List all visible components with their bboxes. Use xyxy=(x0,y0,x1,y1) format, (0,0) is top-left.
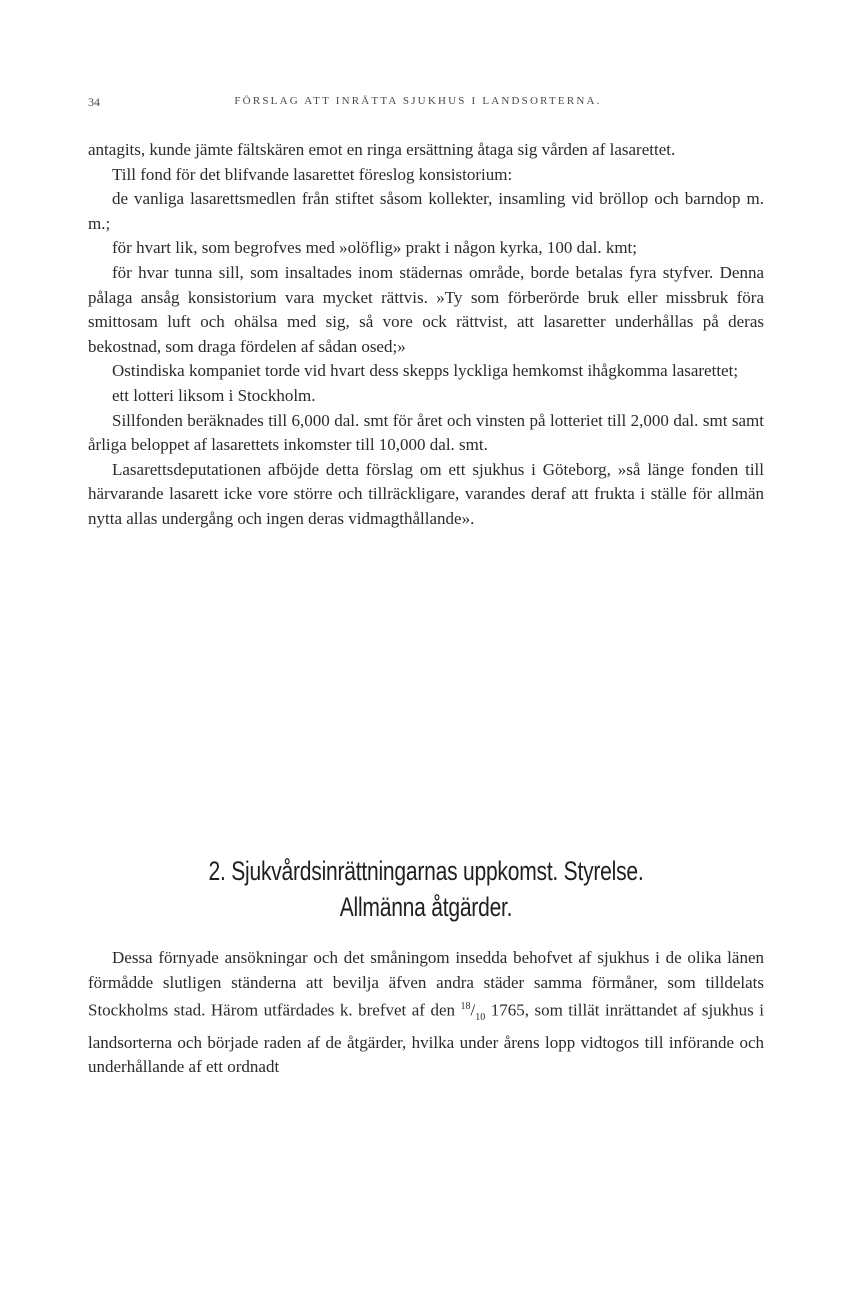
fraction-denominator: 10 xyxy=(475,1012,486,1024)
section-body xyxy=(88,946,764,1080)
running-head xyxy=(88,95,748,107)
paragraph: antagits, kunde jämte fältskären emot en ringa ersättning åtaga sig vården af lasarettet. xyxy=(88,140,676,159)
paragraph: Sillfonden beräknades till 6,000 dal. smt för året och vinsten på lotteriet till 2,000 dal. smt samt årliga beloppet af lasarettets inkomster till 10,000 dal. smt. xyxy=(88,410,764,455)
paragraph: ett lotteri liksom i Stockholm. xyxy=(112,385,316,405)
page-number: 34 xyxy=(88,95,100,109)
paragraph: Lasarettsdeputationen afböjde detta förslag om ett sjukhus i Göteborg, »så länge fonden till härvarande lasarett icke vore större och tillräckligare, varandes deraf att frukta i ställe för allmän nytta allas undergång och ingen deras vidmagthållande». xyxy=(88,459,764,528)
paragraph: Till fond för det blifvande lasarettet föreslog konsistorium: xyxy=(112,164,513,184)
section-heading xyxy=(162,853,689,925)
section-heading-line2: Allmänna åtgärder. xyxy=(339,892,513,922)
text-run: 1765, som tillät inrättandet af sjukhus i landsorterna och började raden af de åtgärder, hvilka under årens lopp vidtogos till införande och underhållande af ett ordnadt xyxy=(88,1000,765,1077)
body-text xyxy=(88,138,764,532)
section-heading-line1: 2. Sjukvårdsinrättningarnas uppkomst. Styrelse. xyxy=(208,856,644,886)
text-run: Dessa förnyade ansökningar och det småningom insedda behofvet af sjukhus i de olika länen förmådde slutligen ständerna att bevilja äfven andra städer samma förmåner, som tilldelats Stockholms stad. Härom utfärdades k. brefvet af den xyxy=(88,948,764,1020)
paragraph: för hvart lik, som begrofves med »olöflig» prakt i någon kyrka, 100 dal. kmt; xyxy=(112,238,638,258)
paragraph: för hvar tunna sill, som insaltades inom städernas område, borde betalas fyra styfver. Denna pålaga ansåg konsistorium vara mycket rättvis. »Ty som förberörde bruk eller missbruk föra smittosam luft och ohälsa med sig, så vore ock rättvist, att lasaretter underhållas på deras bekostnad, som draga fördelen af sådan osed;» xyxy=(88,262,764,356)
paragraph: Dessa förnyade ansökningar och det småningom insedda behofvet af sjukhus i de olika länen förmådde slutligen ständerna att bevilja äfven andra städer samma förmåner, som tilldelats Stockholms stad. Härom utfärdades k. brefvet af den $^{18}/_{10}$ 1765, som tillät inrättandet af sjukhus i landsorterna och började raden af de åtgärder, hvilka under årens lopp vidtogos till införande och underhållande af ett ordnadt xyxy=(88,948,765,1077)
paragraph: de vanliga lasarettsmedlen från stiftet såsom kollekter, insamling vid bröllop och barndop m. m.; xyxy=(88,189,764,233)
paragraph: Ostindiska kompaniet torde vid hvart dess skepps lyckliga hemkomst ihågkomma lasarettet; xyxy=(112,361,739,381)
fraction-numerator: 18 xyxy=(460,1001,471,1013)
running-head-title: FÖRSLAG ATT INRÄTTA SJUKHUS I LANDSORTERNA. xyxy=(234,95,602,107)
